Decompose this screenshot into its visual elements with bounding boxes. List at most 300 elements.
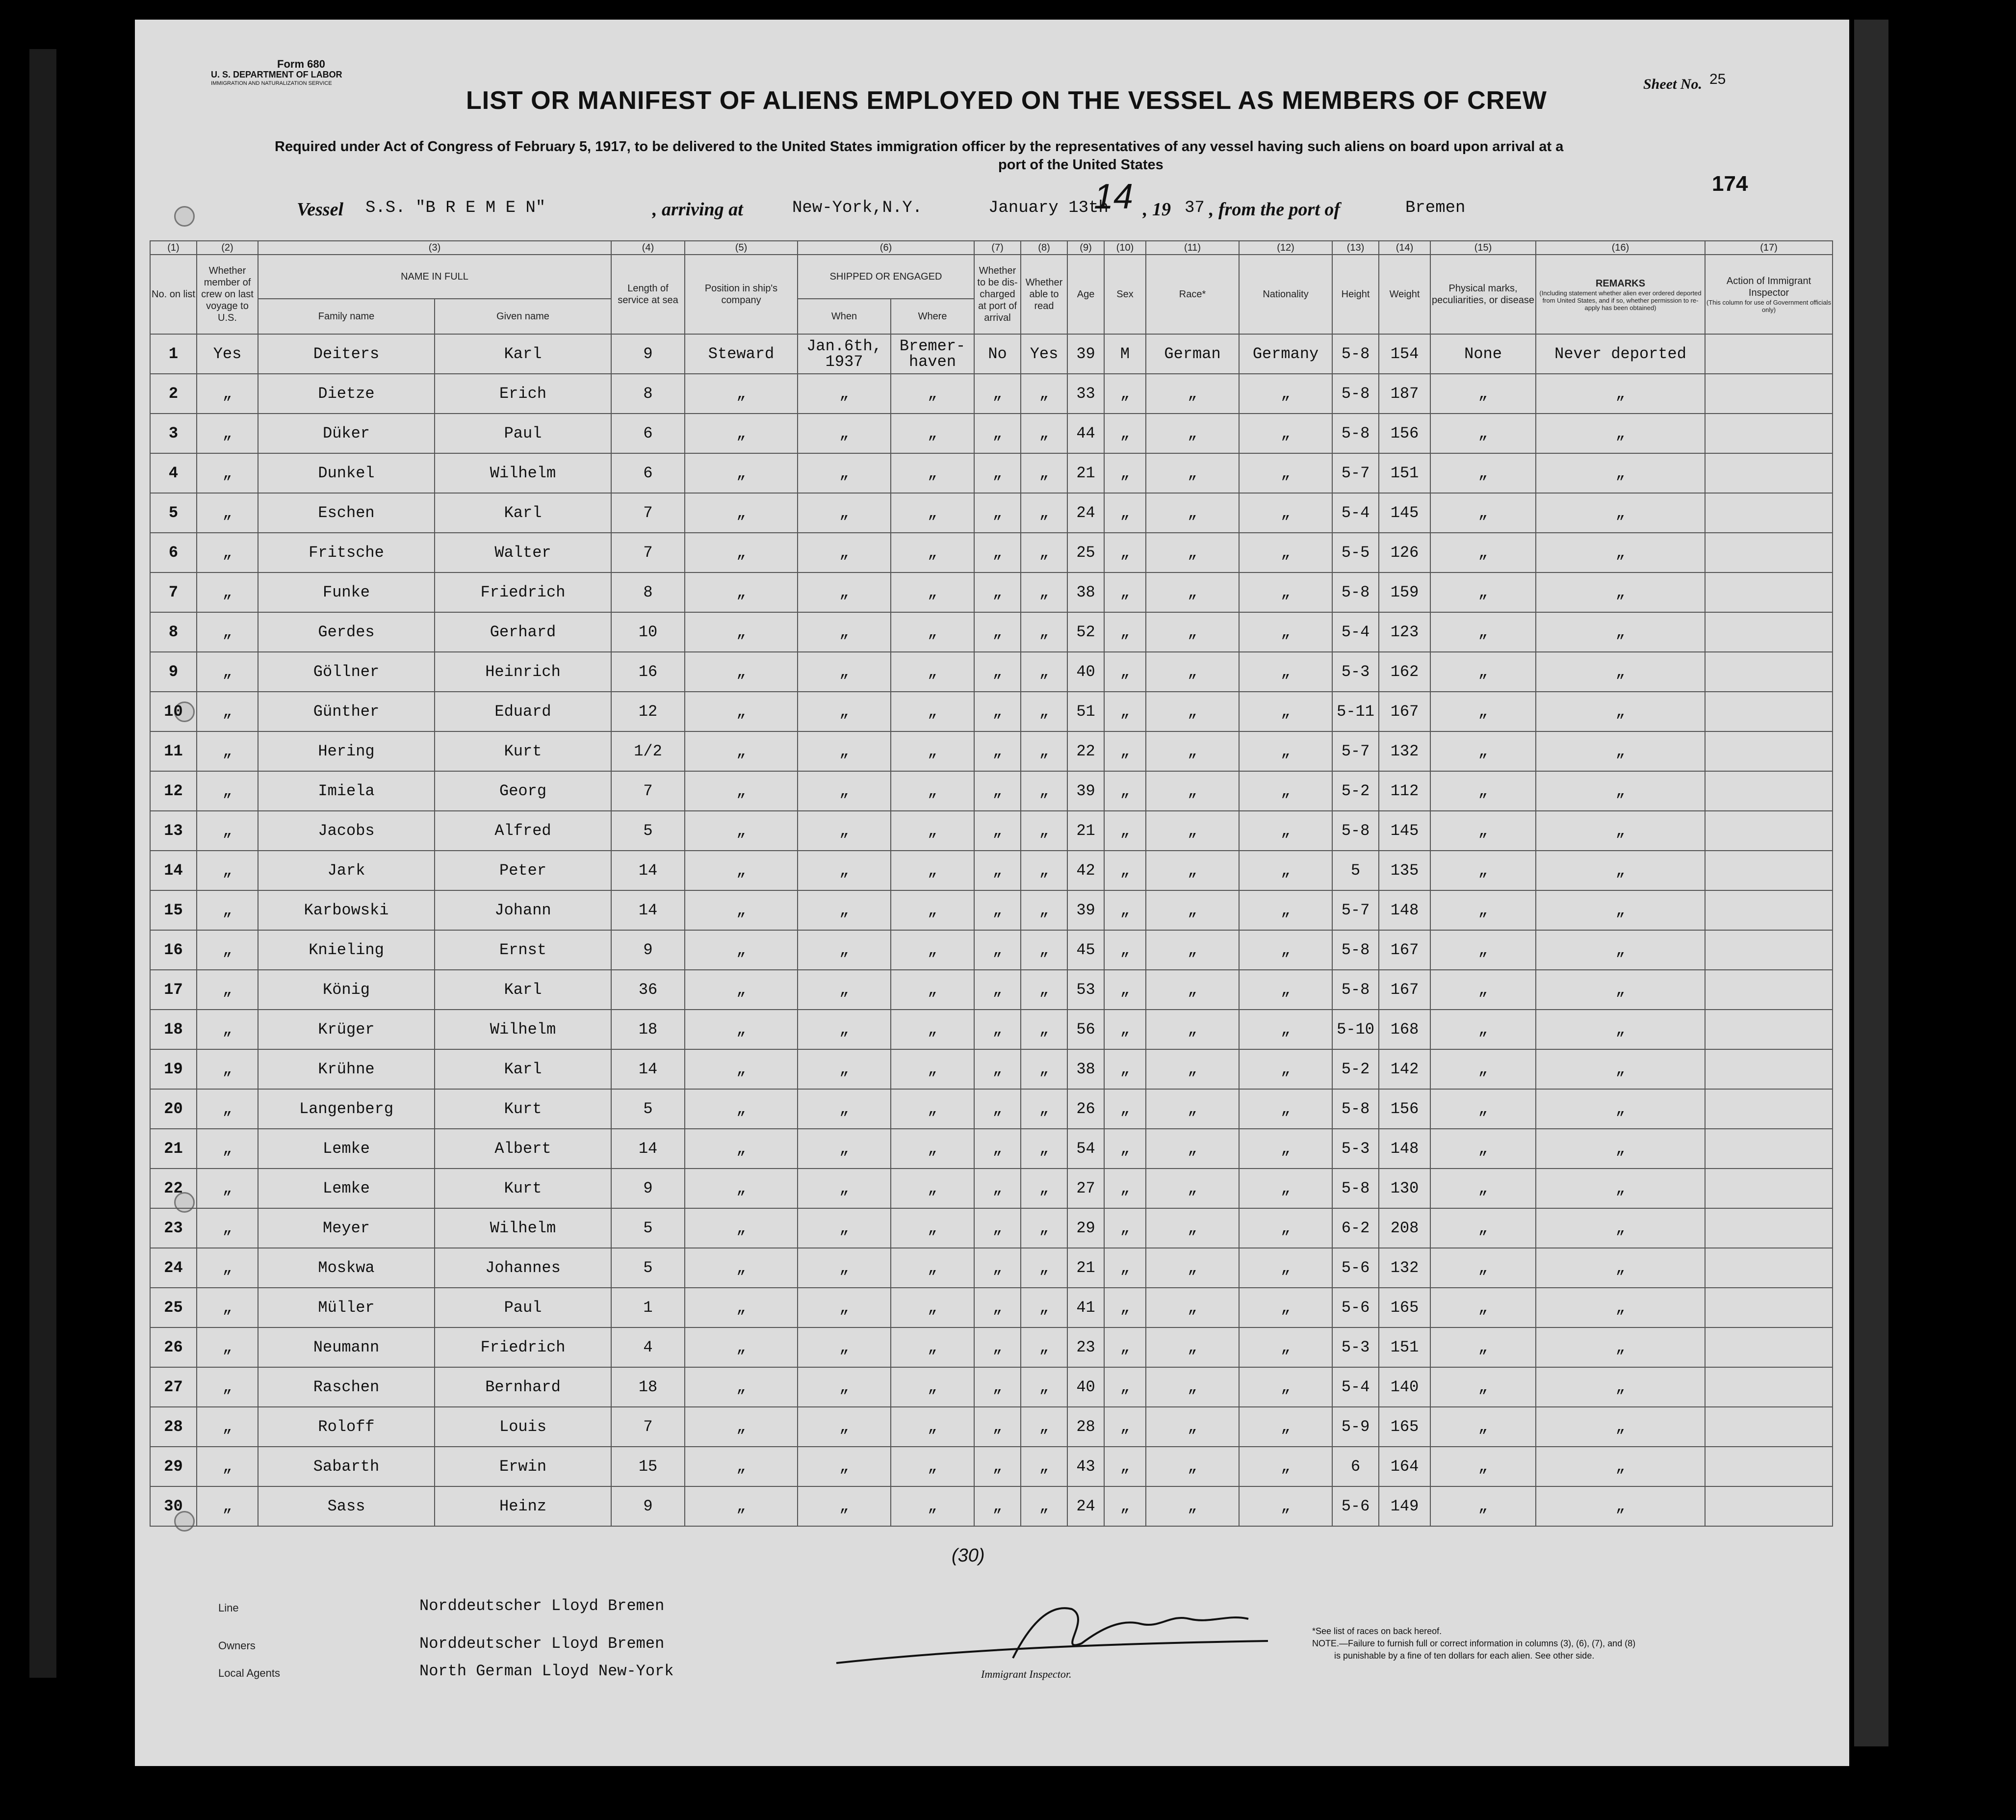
sex-cell: „ [1104, 692, 1146, 731]
height-cell: 5-7 [1332, 890, 1379, 930]
weight-cell: 159 [1379, 572, 1430, 612]
discharged-cell: „ [974, 1486, 1021, 1526]
weight-cell: 151 [1379, 1327, 1430, 1367]
header-name-in-full: NAME IN FULL [258, 255, 611, 299]
shipped-where-cell: „ [891, 1407, 974, 1447]
header-action [1705, 255, 1833, 334]
family-name-cell: Deiters [258, 334, 435, 374]
age-cell: 51 [1067, 692, 1104, 731]
remarks-cell: „ [1536, 533, 1705, 572]
shipped-when-cell: „ [798, 930, 891, 970]
inspector-action-cell [1705, 1129, 1833, 1169]
shipped-where-cell: „ [891, 811, 974, 851]
position-cell: „ [685, 493, 798, 533]
race-cell: German [1146, 334, 1239, 374]
able-to-read-cell: „ [1021, 572, 1067, 612]
weight-cell: 123 [1379, 612, 1430, 652]
nationality-cell: „ [1239, 1447, 1332, 1486]
discharged-cell: „ [974, 493, 1021, 533]
family-name-cell: Sabarth [258, 1447, 435, 1486]
height-cell: 5-8 [1332, 1169, 1379, 1208]
given-name-cell: Heinz [435, 1486, 611, 1526]
family-name-cell: König [258, 970, 435, 1010]
length-of-service-cell: 6 [611, 453, 685, 493]
header-physical-marks: Physical marks, peculiarities, or disease [1430, 255, 1536, 334]
age-cell: 21 [1067, 811, 1104, 851]
height-cell: 5-11 [1332, 692, 1379, 731]
nationality-cell: „ [1239, 1089, 1332, 1129]
given-name-cell: Karl [435, 493, 611, 533]
nationality-cell: „ [1239, 1327, 1332, 1367]
crew-manifest-table [150, 240, 1833, 1527]
page-edge-stripe [1854, 20, 1888, 1746]
crew-rows [150, 334, 1833, 1526]
height-cell: 5-8 [1332, 374, 1379, 414]
age-cell: 21 [1067, 453, 1104, 493]
sex-cell: „ [1104, 652, 1146, 692]
family-name-cell: Raschen [258, 1367, 435, 1407]
remarks-cell: „ [1536, 414, 1705, 453]
row-number-cell: 26 [150, 1327, 197, 1367]
height-cell: 5-3 [1332, 652, 1379, 692]
shipped-when-cell: „ [798, 572, 891, 612]
weight-cell: 167 [1379, 692, 1430, 731]
shipped-where-cell: „ [891, 970, 974, 1010]
col-number-4: (4) [611, 241, 685, 255]
given-name-cell: Paul [435, 414, 611, 453]
able-to-read-cell: „ [1021, 1447, 1067, 1486]
height-cell: 5-7 [1332, 731, 1379, 771]
length-of-service-cell: 12 [611, 692, 685, 731]
weight-cell: 168 [1379, 1010, 1430, 1049]
family-name-cell: Günther [258, 692, 435, 731]
nationality-cell: „ [1239, 414, 1332, 453]
header-height: Height [1332, 255, 1379, 334]
row-number-cell: 15 [150, 890, 197, 930]
table-row [150, 771, 1833, 811]
header-sex: Sex [1104, 255, 1146, 334]
given-name-cell: Kurt [435, 1169, 611, 1208]
nationality-cell: „ [1239, 930, 1332, 970]
family-name-cell: Sass [258, 1486, 435, 1526]
remarks-cell: Never deported [1536, 334, 1705, 374]
position-cell: „ [685, 612, 798, 652]
age-cell: 39 [1067, 771, 1104, 811]
inspector-action-cell [1705, 890, 1833, 930]
nationality-cell: „ [1239, 1208, 1332, 1248]
shipped-where-cell: „ [891, 1089, 974, 1129]
position-cell: „ [685, 692, 798, 731]
able-to-read-cell: „ [1021, 612, 1067, 652]
race-cell: „ [1146, 1447, 1239, 1486]
nationality-cell: „ [1239, 1010, 1332, 1049]
member-last-voyage-cell: „ [197, 1010, 258, 1049]
member-last-voyage-cell: „ [197, 453, 258, 493]
shipped-where-cell: „ [891, 1208, 974, 1248]
discharged-cell: „ [974, 771, 1021, 811]
table-row [150, 1407, 1833, 1447]
row-number-cell: 8 [150, 612, 197, 652]
sex-cell: „ [1104, 1327, 1146, 1367]
length-of-service-cell: 8 [611, 374, 685, 414]
age-cell: 40 [1067, 652, 1104, 692]
position-cell: „ [685, 572, 798, 612]
shipped-where-cell: „ [891, 414, 974, 453]
remarks-cell: „ [1536, 1327, 1705, 1367]
shipped-when-cell: „ [798, 1089, 891, 1129]
sex-cell: „ [1104, 1288, 1146, 1327]
length-of-service-cell: 8 [611, 572, 685, 612]
nationality-cell: „ [1239, 1129, 1332, 1169]
given-name-cell: Johannes [435, 1248, 611, 1288]
table-row [150, 1010, 1833, 1049]
table-row [150, 453, 1833, 493]
race-cell: „ [1146, 890, 1239, 930]
discharged-cell: „ [974, 1407, 1021, 1447]
sex-cell: „ [1104, 1089, 1146, 1129]
able-to-read-cell: „ [1021, 771, 1067, 811]
table-row [150, 493, 1833, 533]
member-last-voyage-cell: „ [197, 1486, 258, 1526]
sex-cell: „ [1104, 414, 1146, 453]
header-position: Position in ship's company [685, 255, 798, 334]
table-row [150, 731, 1833, 771]
remarks-cell: „ [1536, 1169, 1705, 1208]
table-row [150, 1129, 1833, 1169]
remarks-cell: „ [1536, 851, 1705, 890]
given-name-cell: Georg [435, 771, 611, 811]
header-age: Age [1067, 255, 1104, 334]
discharged-cell: „ [974, 890, 1021, 930]
position-cell: „ [685, 1486, 798, 1526]
family-name-cell: Jacobs [258, 811, 435, 851]
age-cell: 39 [1067, 334, 1104, 374]
race-cell: „ [1146, 1089, 1239, 1129]
given-name-cell: Wilhelm [435, 1010, 611, 1049]
position-cell: „ [685, 414, 798, 453]
inspector-action-cell [1705, 414, 1833, 453]
weight-cell: 208 [1379, 1208, 1430, 1248]
race-cell: „ [1146, 533, 1239, 572]
weight-cell: 135 [1379, 851, 1430, 890]
race-cell: „ [1146, 1010, 1239, 1049]
length-of-service-cell: 18 [611, 1367, 685, 1407]
header-given-name: Given name [435, 299, 611, 334]
able-to-read-cell: „ [1021, 1089, 1067, 1129]
physical-marks-cell: „ [1430, 1288, 1536, 1327]
inspector-action-cell [1705, 1089, 1833, 1129]
weight-cell: 140 [1379, 1367, 1430, 1407]
position-cell: „ [685, 453, 798, 493]
given-name-cell: Friedrich [435, 572, 611, 612]
col-number-1: (1) [150, 241, 197, 255]
given-name-cell: Walter [435, 533, 611, 572]
remarks-cell: „ [1536, 771, 1705, 811]
nationality-cell: „ [1239, 533, 1332, 572]
physical-marks-cell: „ [1430, 851, 1536, 890]
discharged-cell: „ [974, 612, 1021, 652]
col-number-10: (10) [1104, 241, 1146, 255]
shipped-when-cell: „ [798, 1049, 891, 1089]
row-number-cell: 29 [150, 1447, 197, 1486]
member-last-voyage-cell: „ [197, 374, 258, 414]
table-row [150, 1248, 1833, 1288]
table-row [150, 1049, 1833, 1089]
inspector-action-cell [1705, 1486, 1833, 1526]
remarks-cell: „ [1536, 930, 1705, 970]
age-cell: 56 [1067, 1010, 1104, 1049]
remarks-cell: „ [1536, 731, 1705, 771]
sex-cell: „ [1104, 731, 1146, 771]
able-to-read-cell: „ [1021, 1208, 1067, 1248]
nationality-cell: „ [1239, 771, 1332, 811]
inspector-action-cell [1705, 374, 1833, 414]
member-last-voyage-cell: Yes [197, 334, 258, 374]
shipped-when-cell: „ [798, 1447, 891, 1486]
sex-cell: „ [1104, 1169, 1146, 1208]
inspector-action-cell [1705, 1049, 1833, 1089]
weight-cell: 148 [1379, 1129, 1430, 1169]
remarks-cell: „ [1536, 1447, 1705, 1486]
given-name-cell: Alfred [435, 811, 611, 851]
race-cell: „ [1146, 612, 1239, 652]
shipped-where-cell: „ [891, 851, 974, 890]
physical-marks-cell: „ [1430, 731, 1536, 771]
shipped-when-cell: „ [798, 374, 891, 414]
table-row [150, 1327, 1833, 1367]
nationality-cell: Germany [1239, 334, 1332, 374]
shipped-when-cell: „ [798, 612, 891, 652]
able-to-read-cell: „ [1021, 1010, 1067, 1049]
inspector-action-cell [1705, 1010, 1833, 1049]
col-number-17: (17) [1705, 241, 1833, 255]
member-last-voyage-cell: „ [197, 1089, 258, 1129]
race-cell: „ [1146, 692, 1239, 731]
shipped-where-cell: „ [891, 533, 974, 572]
race-cell: „ [1146, 453, 1239, 493]
col-number-3: (3) [258, 241, 611, 255]
position-cell: „ [685, 970, 798, 1010]
inspector-action-cell [1705, 652, 1833, 692]
shipped-when-cell: „ [798, 1367, 891, 1407]
position-cell: „ [685, 374, 798, 414]
physical-marks-cell: „ [1430, 414, 1536, 453]
race-cell: „ [1146, 1248, 1239, 1288]
row-number-cell: 25 [150, 1288, 197, 1327]
row-number-cell: 21 [150, 1129, 197, 1169]
shipped-where-cell: „ [891, 1248, 974, 1288]
inspector-action-cell [1705, 1327, 1833, 1367]
given-name-cell: Erwin [435, 1447, 611, 1486]
table-row [150, 1447, 1833, 1486]
member-last-voyage-cell: „ [197, 612, 258, 652]
shipped-when-cell: „ [798, 533, 891, 572]
remarks-cell: „ [1536, 374, 1705, 414]
sex-cell: M [1104, 334, 1146, 374]
position-cell: „ [685, 1049, 798, 1089]
height-cell: 5-8 [1332, 334, 1379, 374]
physical-marks-cell: „ [1430, 612, 1536, 652]
remarks-cell: „ [1536, 572, 1705, 612]
remarks-cell: „ [1536, 1010, 1705, 1049]
position-cell: „ [685, 851, 798, 890]
nationality-cell: „ [1239, 890, 1332, 930]
shipped-where-cell: „ [891, 612, 974, 652]
given-name-cell: Karl [435, 334, 611, 374]
sex-cell: „ [1104, 572, 1146, 612]
shipped-where-cell: „ [891, 1367, 974, 1407]
position-cell: „ [685, 1129, 798, 1169]
physical-marks-cell: „ [1430, 1486, 1536, 1526]
sex-cell: „ [1104, 851, 1146, 890]
length-of-service-cell: 14 [611, 1049, 685, 1089]
inspector-action-cell [1705, 851, 1833, 890]
position-cell: „ [685, 1010, 798, 1049]
discharged-cell: „ [974, 692, 1021, 731]
height-cell: 5-4 [1332, 612, 1379, 652]
shipped-when-cell: „ [798, 453, 891, 493]
remarks-cell: „ [1536, 692, 1705, 731]
sex-cell: „ [1104, 493, 1146, 533]
family-name-cell: Funke [258, 572, 435, 612]
physical-marks-cell: „ [1430, 1208, 1536, 1248]
row-number-cell: 2 [150, 374, 197, 414]
remarks-cell: „ [1536, 1208, 1705, 1248]
table-row [150, 811, 1833, 851]
race-cell: „ [1146, 1129, 1239, 1169]
remarks-cell: „ [1536, 1407, 1705, 1447]
shipped-where-cell: „ [891, 652, 974, 692]
physical-marks-cell: „ [1430, 493, 1536, 533]
header-where: Where [891, 299, 974, 334]
given-name-cell: Wilhelm [435, 453, 611, 493]
nationality-cell: „ [1239, 970, 1332, 1010]
sex-cell: „ [1104, 1486, 1146, 1526]
age-cell: 26 [1067, 1089, 1104, 1129]
sex-cell: „ [1104, 970, 1146, 1010]
sex-cell: „ [1104, 1447, 1146, 1486]
length-of-service-cell: 7 [611, 493, 685, 533]
length-of-service-cell: 10 [611, 612, 685, 652]
race-cell: „ [1146, 851, 1239, 890]
col-number-9: (9) [1067, 241, 1104, 255]
member-last-voyage-cell: „ [197, 1049, 258, 1089]
member-last-voyage-cell: „ [197, 1447, 258, 1486]
age-cell: 38 [1067, 1049, 1104, 1089]
discharged-cell: „ [974, 374, 1021, 414]
sex-cell: „ [1104, 1248, 1146, 1288]
nationality-cell: „ [1239, 1367, 1332, 1407]
table-row [150, 970, 1833, 1010]
sex-cell: „ [1104, 1367, 1146, 1407]
shipped-when-cell: „ [798, 1407, 891, 1447]
weight-cell: 149 [1379, 1486, 1430, 1526]
shipped-when-cell: „ [798, 1010, 891, 1049]
nationality-cell: „ [1239, 1248, 1332, 1288]
given-name-cell: Paul [435, 1288, 611, 1327]
able-to-read-cell: „ [1021, 930, 1067, 970]
member-last-voyage-cell: „ [197, 493, 258, 533]
length-of-service-cell: 1/2 [611, 731, 685, 771]
race-cell: „ [1146, 1486, 1239, 1526]
shipped-where-cell: „ [891, 493, 974, 533]
given-name-cell: Friedrich [435, 1327, 611, 1367]
shipped-where-cell: „ [891, 374, 974, 414]
physical-marks-cell: „ [1430, 1248, 1536, 1288]
family-name-cell: Gerdes [258, 612, 435, 652]
given-name-cell: Kurt [435, 1089, 611, 1129]
remarks-cell: „ [1536, 612, 1705, 652]
shipped-when-cell: „ [798, 811, 891, 851]
family-name-cell: Dietze [258, 374, 435, 414]
line-label: Line [218, 1602, 239, 1614]
discharged-cell: „ [974, 1288, 1021, 1327]
able-to-read-cell: „ [1021, 1248, 1067, 1288]
weight-cell: 132 [1379, 1248, 1430, 1288]
race-cell: „ [1146, 811, 1239, 851]
header-length-service: Length of service at sea [611, 255, 685, 334]
vessel-name: S.S. "B R E M E N" [365, 199, 546, 217]
age-cell: 25 [1067, 533, 1104, 572]
row-number-cell: 16 [150, 930, 197, 970]
col-number-11: (11) [1146, 241, 1239, 255]
weight-cell: 145 [1379, 493, 1430, 533]
race-cell: „ [1146, 1169, 1239, 1208]
position-cell: „ [685, 1407, 798, 1447]
member-last-voyage-cell: „ [197, 1367, 258, 1407]
row-number-cell: 20 [150, 1089, 197, 1129]
member-last-voyage-cell: „ [197, 970, 258, 1010]
shipped-where-cell: „ [891, 453, 974, 493]
line-value: Norddeutscher Lloyd Bremen [419, 1597, 665, 1615]
stamp-number: 174 [1712, 172, 1748, 196]
shipped-when-cell: „ [798, 1486, 891, 1526]
member-last-voyage-cell: „ [197, 1327, 258, 1367]
weight-cell: 187 [1379, 374, 1430, 414]
age-cell: 29 [1067, 1208, 1104, 1248]
able-to-read-cell: Yes [1021, 334, 1067, 374]
shipped-when-cell: „ [798, 1288, 891, 1327]
table-row [150, 572, 1833, 612]
owners-value: Norddeutscher Lloyd Bremen [419, 1635, 665, 1653]
able-to-read-cell: „ [1021, 1486, 1067, 1526]
physical-marks-cell: „ [1430, 1129, 1536, 1169]
height-cell: 5-8 [1332, 811, 1379, 851]
row-number-cell: 12 [150, 771, 197, 811]
weight-cell: 154 [1379, 334, 1430, 374]
age-cell: 33 [1067, 374, 1104, 414]
race-cell: „ [1146, 374, 1239, 414]
position-cell: „ [685, 890, 798, 930]
height-cell: 5-2 [1332, 771, 1379, 811]
length-of-service-cell: 6 [611, 414, 685, 453]
member-last-voyage-cell: „ [197, 851, 258, 890]
sex-cell: „ [1104, 811, 1146, 851]
shipped-when-cell: „ [798, 771, 891, 811]
shipped-where-cell: „ [891, 1486, 974, 1526]
discharged-cell: „ [974, 1248, 1021, 1288]
discharged-cell: „ [974, 1169, 1021, 1208]
inspector-action-cell [1705, 334, 1833, 374]
physical-marks-cell: „ [1430, 890, 1536, 930]
table-row [150, 1089, 1833, 1129]
table-row [150, 1169, 1833, 1208]
length-of-service-cell: 5 [611, 811, 685, 851]
inspector-action-cell [1705, 771, 1833, 811]
inspector-action-cell [1705, 692, 1833, 731]
able-to-read-cell: „ [1021, 692, 1067, 731]
age-cell: 42 [1067, 851, 1104, 890]
